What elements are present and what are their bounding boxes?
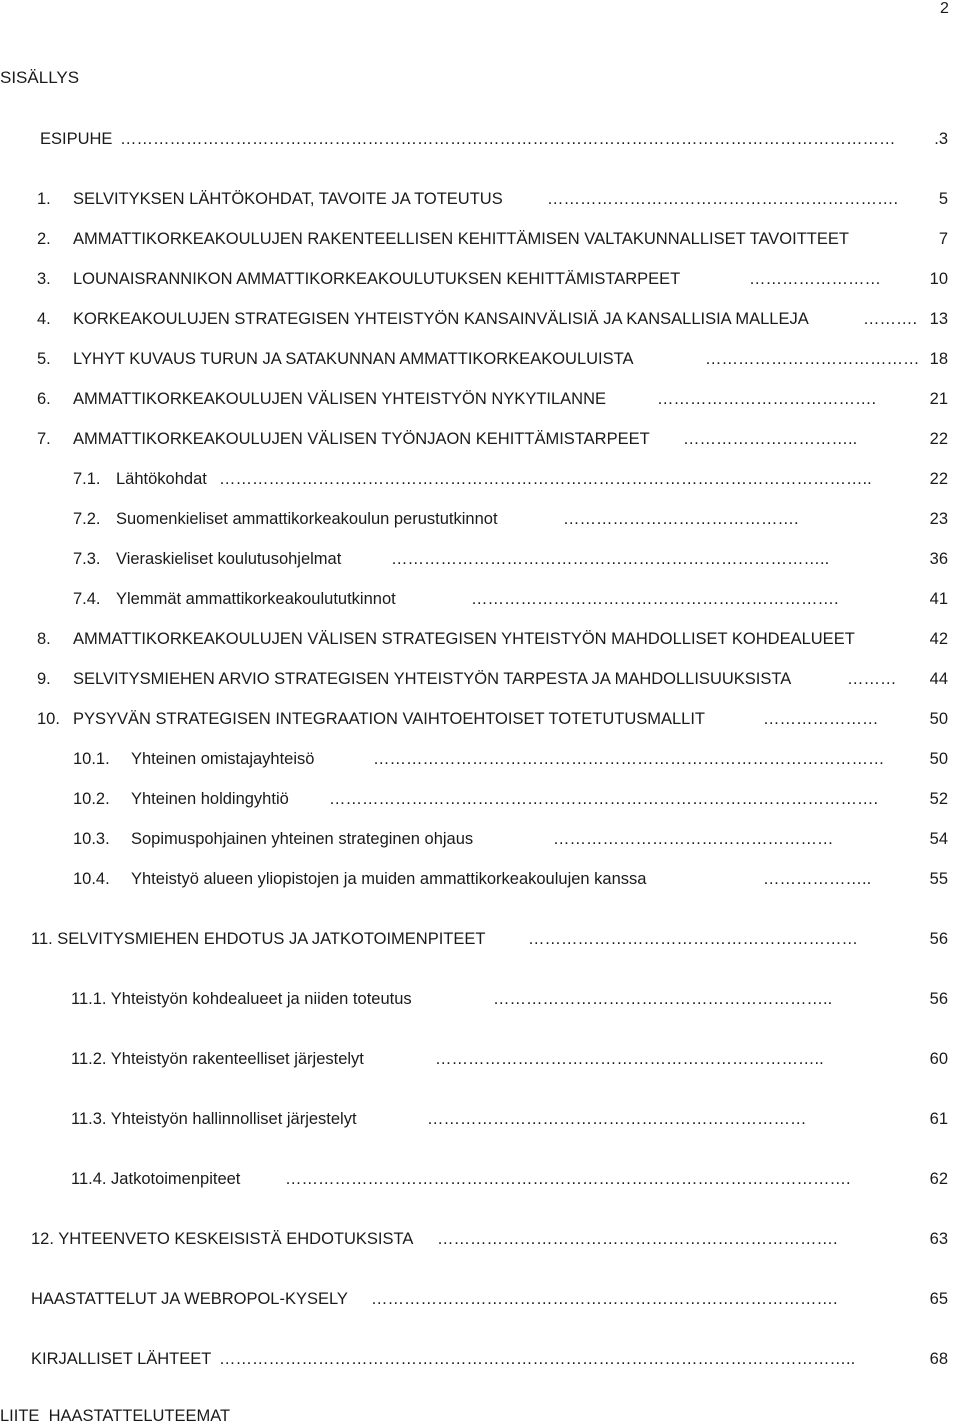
- toc-entry-5[interactable]: [37, 347, 948, 371]
- toc-page-number: 18: [930, 347, 948, 371]
- toc-leader-dots: ………………………………….: [657, 390, 877, 408]
- toc-page-number: 50: [930, 747, 948, 771]
- toc-entry-number: 2.: [37, 230, 51, 248]
- toc-page-number: 44: [930, 667, 948, 691]
- toc-entry-11-4[interactable]: [71, 1167, 948, 1191]
- toc-page-number: 50: [930, 707, 948, 731]
- toc-page-number: 61: [930, 1107, 948, 1131]
- toc-page-number: 22: [930, 427, 948, 451]
- toc-entry-title: Yhteistyö alueen yliopistojen ja muiden ammattikorkeakoulujen kanssa: [131, 870, 647, 888]
- toc-heading: SISÄLLYS: [0, 68, 80, 87]
- toc-page-number: 63: [930, 1227, 948, 1251]
- toc-entry-number: 10.4.: [73, 870, 110, 888]
- toc-entry-number: 7.1.: [73, 470, 101, 488]
- toc-entry-10[interactable]: [37, 707, 948, 731]
- toc-leader-dots: ……………………………………………………………………………………………………………………………: [120, 130, 896, 148]
- toc-leader-dots: ……………………………………………………………………………………….: [329, 790, 879, 808]
- toc-leader-dots: ……………………………………………………: [528, 930, 858, 948]
- toc-page-number: 22: [930, 467, 948, 491]
- toc-leader-dots: ……………………………………………………………….: [437, 1230, 838, 1248]
- toc-entry-1[interactable]: [37, 187, 948, 211]
- toc-leader-dots: …………………………..: [683, 430, 858, 448]
- toc-entry-number: 7.4.: [73, 590, 101, 608]
- toc-entry-11[interactable]: [31, 927, 948, 951]
- toc-entry-7-1[interactable]: [73, 467, 948, 491]
- toc-leader-dots: …………………: [763, 710, 879, 728]
- toc-entry-title: AMMATTIKORKEAKOULUJEN VÄLISEN TYÖNJAON KEHITTÄMISTARPEET: [73, 430, 650, 448]
- toc-leader-dots: ……………………: [749, 270, 881, 288]
- toc-leader-dots: ………………………………………………………………………………………………………..: [219, 470, 872, 488]
- toc-entry-liite[interactable]: [0, 1405, 948, 1425]
- toc-page-number: 41: [930, 587, 948, 611]
- toc-entry-title: Vieraskieliset koulutusohjelmat: [116, 550, 342, 568]
- toc-entry-title: Ylemmät ammattikorkeakoulututkinnot: [116, 590, 396, 608]
- toc-leader-dots: ……………………………………………: [553, 830, 834, 848]
- toc-entry-7-2[interactable]: [73, 507, 948, 531]
- toc-entry-number: 3.: [37, 270, 51, 288]
- toc-entry-number: 10.1.: [73, 750, 110, 768]
- toc-entry-number: 7.2.: [73, 510, 101, 528]
- toc-page-number: 5: [939, 187, 948, 211]
- toc-leader-dots: ……………………………………………………………..: [435, 1050, 824, 1068]
- toc-entry-10-4[interactable]: [73, 867, 948, 891]
- toc-leader-dots: ………………………………………………………………………….: [371, 1290, 838, 1308]
- toc-entry-10-2[interactable]: [73, 787, 948, 811]
- toc-entry-7-4[interactable]: [73, 587, 948, 611]
- toc-entry-title: 11.3. Yhteistyön hallinnolliset järjestelyt: [71, 1110, 357, 1128]
- toc-entry-title: LYHYT KUVAUS TURUN JA SATAKUNNAN AMMATTIKORKEAKOULUISTA: [73, 350, 634, 368]
- toc-entry-title: ESIPUHE: [40, 130, 113, 148]
- toc-entry-6[interactable]: [37, 387, 948, 411]
- toc-entry-title: Lähtökohdat: [116, 470, 207, 488]
- toc-page-number: 52: [930, 787, 948, 811]
- toc-entry-number: 5.: [37, 350, 51, 368]
- toc-entry-2[interactable]: [37, 227, 948, 251]
- toc-entry-haastattelut[interactable]: [31, 1287, 948, 1311]
- toc-leader-dots: ………………………………………………………….: [471, 590, 839, 608]
- toc-entry-number: 10.: [37, 710, 60, 728]
- toc-entry-11-3[interactable]: [71, 1107, 948, 1131]
- toc-page-number: 60: [930, 1047, 948, 1071]
- toc-entry-title: AMMATTIKORKEAKOULUJEN VÄLISEN STRATEGISEN YHTEISTYÖN MAHDOLLISET KOHDEALUEET: [73, 630, 855, 648]
- toc-leader-dots: ………………………………………………………………………………………….: [285, 1170, 851, 1188]
- toc-entry-title: 11.2. Yhteistyön rakenteelliset järjestelyt: [71, 1050, 364, 1068]
- toc-entry-11-1[interactable]: [71, 987, 948, 1011]
- toc-leader-dots: ……………………………………………………………………………………………………..: [219, 1350, 856, 1368]
- toc-page-number: 21: [930, 387, 948, 411]
- toc-entry-title: SELVITYSMIEHEN ARVIO STRATEGISEN YHTEISTYÖN TARPESTA JA MAHDOLLISUUKSISTA: [73, 670, 792, 688]
- toc-entry-number: 10.2.: [73, 790, 110, 808]
- toc-entry-title: Yhteinen omistajayhteisö: [131, 750, 315, 768]
- toc-entry-esipuhe[interactable]: [40, 127, 948, 151]
- toc-leader-dots: ……………………………………………………..: [493, 990, 833, 1008]
- toc-entry-title: LIITE HAASTATTELUTEEMAT: [0, 1407, 231, 1425]
- toc-page-number: 54: [930, 827, 948, 851]
- toc-page-number: .3: [934, 127, 948, 151]
- toc-entry-title: Sopimuspohjainen yhteinen strateginen ohjaus: [131, 830, 474, 848]
- toc-entry-title: 11. SELVITYSMIEHEN EHDOTUS JA JATKOTOIMENPITEET: [31, 930, 486, 948]
- toc-leader-dots: …………………………………………………………………………………: [373, 750, 885, 768]
- toc-leader-dots: ………: [847, 670, 897, 688]
- toc-entry-title: AMMATTIKORKEAKOULUJEN VÄLISEN YHTEISTYÖN NYKYTILANNE: [73, 390, 607, 408]
- toc-page-number: 23: [930, 507, 948, 531]
- toc-entry-title: AMMATTIKORKEAKOULUJEN RAKENTEELLISEN KEHITTÄMISEN VALTAKUNNALLISET TAVOITTEET: [73, 230, 849, 248]
- toc-leader-dots: ……….: [863, 310, 918, 328]
- toc-entry-4[interactable]: [37, 307, 948, 331]
- toc-page-number: 68: [930, 1347, 948, 1371]
- toc-page-number: 36: [930, 547, 948, 571]
- toc-leader-dots: ……………………………………………………….: [547, 190, 899, 208]
- toc-entry-number: 7.3.: [73, 550, 101, 568]
- toc-entry-3[interactable]: [37, 267, 948, 291]
- toc-entry-title: 11.4. Jatkotoimenpiteet: [71, 1170, 241, 1188]
- toc-page-number: 10: [930, 267, 948, 291]
- toc-leader-dots: ……………………………………………………………: [427, 1110, 807, 1128]
- toc-entry-12[interactable]: [31, 1227, 948, 1251]
- toc-entry-title: HAASTATTELUT JA WEBROPOL-KYSELY: [31, 1290, 348, 1308]
- toc-leader-dots: …………………………………….: [563, 510, 799, 528]
- toc-leader-dots: ………………..: [763, 870, 872, 888]
- toc-entry-10-1[interactable]: [73, 747, 948, 771]
- toc-page-number: 7: [939, 227, 948, 251]
- toc-entry-7-3[interactable]: [73, 547, 948, 571]
- toc-page-number: 13: [930, 307, 948, 331]
- toc-entry-title: 12. YHTEENVETO KESKEISISTÄ EHDOTUKSISTA: [31, 1230, 414, 1248]
- toc-entry-10-3[interactable]: [73, 827, 948, 851]
- toc-page-number: 42: [930, 627, 948, 651]
- toc-entry-kirjalliset-lahteet[interactable]: [31, 1347, 948, 1371]
- page-number: 2: [940, 0, 949, 17]
- toc-page-number: 65: [930, 1287, 948, 1311]
- toc-entry-number: 7.: [37, 430, 51, 448]
- toc-entry-number: 10.3.: [73, 830, 110, 848]
- toc-page-number: 62: [930, 1167, 948, 1191]
- toc-entry-title: 11.1. Yhteistyön kohdealueet ja niiden toteutus: [71, 990, 412, 1008]
- toc-entry-title: KORKEAKOULUJEN STRATEGISEN YHTEISTYÖN KANSAINVÄLISIÄ JA KANSALLISIA MALLEJA: [73, 310, 809, 328]
- toc-entry-number: 9.: [37, 670, 51, 688]
- toc-page-number: 56: [930, 927, 948, 951]
- toc-entry-title: KIRJALLISET LÄHTEET: [31, 1350, 212, 1368]
- toc-entry-11-2[interactable]: [71, 1047, 948, 1071]
- toc-entry-number: 6.: [37, 390, 51, 408]
- toc-leader-dots: ……………………………………………………………………..: [391, 550, 830, 568]
- toc-entry-title: Suomenkieliset ammattikorkeakoulun perustutkinnot: [116, 510, 498, 528]
- toc-entry-number: 1.: [37, 190, 51, 208]
- toc-entry-9[interactable]: [37, 667, 948, 691]
- toc-page-number: 55: [930, 867, 948, 891]
- toc-entry-number: 8.: [37, 630, 51, 648]
- toc-leader-dots: …………………………………: [705, 350, 920, 368]
- toc-entry-title: SELVITYKSEN LÄHTÖKOHDAT, TAVOITE JA TOTEUTUS: [73, 190, 503, 208]
- toc-entry-title: PYSYVÄN STRATEGISEN INTEGRAATION VAIHTOEHTOISET TOTETUTUSMALLIT: [73, 710, 706, 728]
- toc-entry-7[interactable]: [37, 427, 948, 451]
- toc-entry-8[interactable]: [37, 627, 948, 651]
- toc-entry-number: 4.: [37, 310, 51, 328]
- toc-page-number: 56: [930, 987, 948, 1011]
- toc-entry-title: Yhteinen holdingyhtiö: [131, 790, 289, 808]
- toc-entry-title: LOUNAISRANNIKON AMMATTIKORKEAKOULUTUKSEN KEHITTÄMISTARPEET: [73, 270, 681, 288]
